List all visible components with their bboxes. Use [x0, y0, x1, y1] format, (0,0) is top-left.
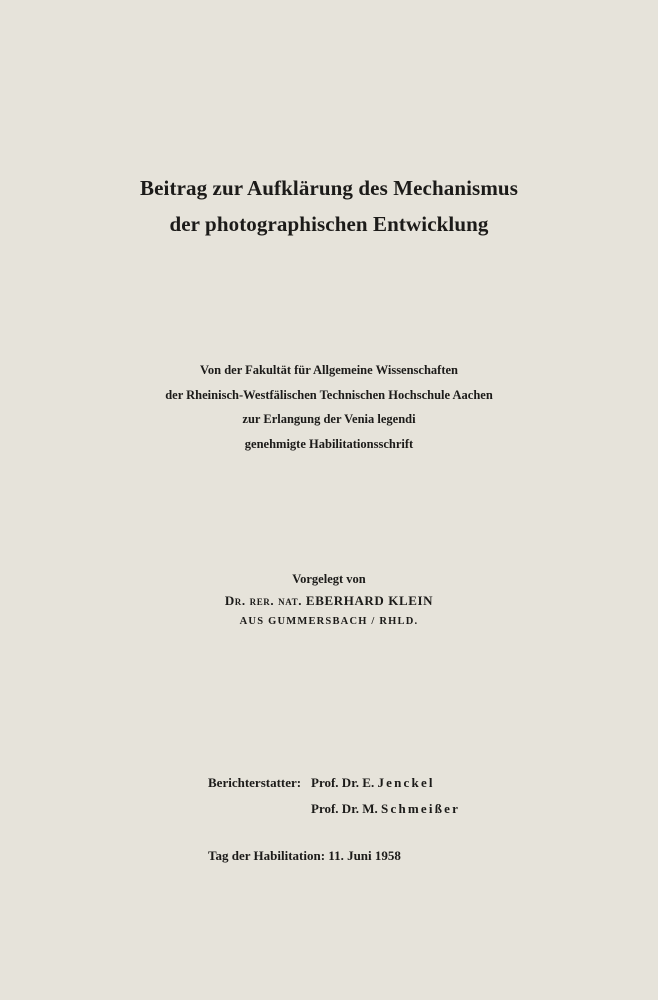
book-title: [0, 170, 658, 242]
dissertation-line-4: genehmigte Habilitationsschrift: [244, 436, 414, 451]
reviewer-2: [311, 796, 460, 822]
dissertation-statement: [0, 358, 658, 456]
reviewer-1: [311, 770, 435, 796]
reviewer-row-2: [208, 796, 460, 822]
title-line-1: Beitrag zur Aufklärung des Mechanismus: [140, 176, 518, 200]
dissertation-line-2: der Rheinisch-Westfälischen Technischen Hochschule Aachen: [165, 387, 493, 402]
presented-by-label: Vorgelegt von: [292, 572, 366, 586]
title-line-2: der photographischen Entwicklung: [169, 212, 489, 236]
habilitation-date-line: [208, 846, 401, 866]
reviewers-label: Berichterstatter:: [208, 775, 302, 790]
reviewers-block: [208, 770, 460, 822]
reviewer-row-1: [208, 770, 460, 796]
reviewer-1-surname: Jenckel: [377, 775, 435, 790]
author-origin: AUS GUMMERSBACH / RHLD.: [239, 616, 419, 627]
author-block: [0, 568, 658, 632]
reviewer-2-surname: Schmeißer: [381, 801, 461, 816]
author-name: Dr. rer. nat. EBERHARD KLEIN: [224, 593, 434, 608]
reviewer-2-title: Prof. Dr. M.: [311, 801, 378, 816]
reviewer-row-2-spacer: [208, 796, 311, 822]
habilitation-label: Tag der Habilitation:: [208, 848, 326, 863]
habilitation-date: 11. Juni 1958: [328, 848, 401, 863]
dissertation-line-3: zur Erlangung der Venia legendi: [242, 412, 416, 426]
reviewer-1-title: Prof. Dr. E.: [311, 775, 375, 790]
dissertation-line-1: Von der Fakultät für Allgemeine Wissenschaften: [199, 363, 458, 377]
